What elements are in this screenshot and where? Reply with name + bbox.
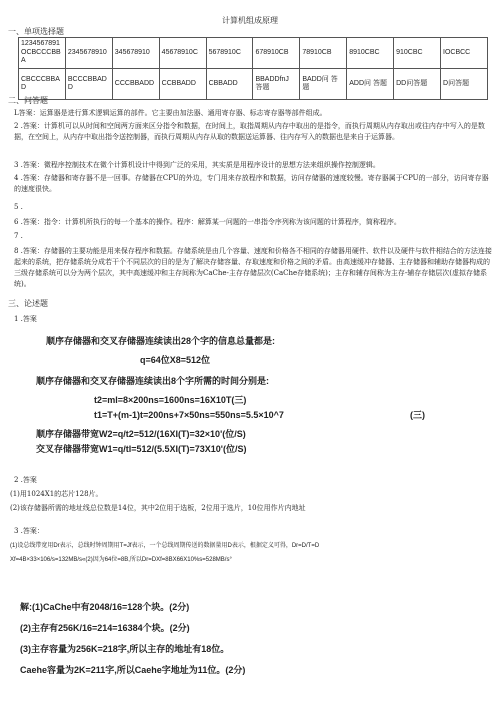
essay-2-line-2: (2)该存储器所需的地址线总位数是14位，其中2位用于选板，2位用于选片，10位用作片内地址 <box>10 504 306 512</box>
table-cell: BADD问 答题 <box>300 69 347 100</box>
table-cell: CCBBADD <box>159 69 206 100</box>
qa-answer-2: 2 .答案：计算机可以从时间和空间两方面来区分指令和数据，在时间上，取指周期从内存中取出的是指令，而执行周期从内存取出或往内存中写入的是数据，在空间上，从内存中取出指令送控制器，而执行周期从内存从取的数据送运算器、往内存写入的数据也是来自于运算器。 <box>14 122 485 141</box>
essay-1-line-1: 顺序存储器和交叉存储器连续读出28个字的信息总量都是: <box>46 336 276 346</box>
qa-answer-1: L答案：运算器是进行算术逻辑运算的部件。它主要由加法器、通用寄存器、标志寄存器等部件组成。 <box>14 109 327 117</box>
table-row <box>19 69 488 100</box>
essay-1-line-4: t2=ml=8×200ns=1600ns=16X10T(三) <box>94 395 247 405</box>
table-cell: 45678910C <box>159 38 206 69</box>
table-cell: BBADDfnJ 答题 <box>253 69 300 100</box>
essay-2-label: 2 .答案 <box>14 476 37 484</box>
answer-table <box>18 37 488 100</box>
table-cell: BCCCBBADD <box>65 69 112 100</box>
final-answer-3: (3)主存容量为256K=218字,所以主存的地址有18位。 <box>20 644 230 654</box>
final-answer-2: (2)主存有256K/16=214=16384个块。(2分) <box>20 623 190 633</box>
table-cell: 78910CB <box>300 38 347 69</box>
qa-answer-3: 3 .答案：微程序控制技术在微个计算机设计中得到广泛的采用，其实质是用程序设计的思想方法来组织操作控制逻辑。 <box>14 161 380 169</box>
essay-3-line-1: (1)设总线带宽用Dr表示，总线时钟周期用T=Jf表示，一个总线周期传送的数据量用D表示，根据定义可得，Dr=D/T=D <box>10 543 320 549</box>
table-cell: 2345678910 <box>65 38 112 69</box>
table-cell: 1234567891 OCBCCCBBA <box>19 38 66 69</box>
table-cell: 910CBC <box>394 38 441 69</box>
table-row <box>19 38 488 69</box>
qa-answer-7: 7 . <box>14 232 23 240</box>
table-cell: CBBADD <box>206 69 253 100</box>
table-cell: ADD问 答题 <box>347 69 394 100</box>
essay-2-line-1: (1)用1024X1的芯片128片。 <box>10 490 103 498</box>
essay-1-line-5-tag: (三) <box>410 410 425 420</box>
qa-answer-6: 6 .答案：指令：计算机所执行的每一个基本的操作。程序：解算某一问题的一串指令序列称为该问题的计算程序，简称程序。 <box>14 218 401 226</box>
table-cell: CBCCCBBAD <box>19 69 66 100</box>
section-heading-choice: 一、单项选择题 <box>8 27 64 36</box>
table-cell: 678910CB <box>253 38 300 69</box>
essay-1-line-5: t1=T+(m-1)t=200ns+7×50ns=550ns=5.5×10^7 <box>94 410 284 420</box>
essay-1-line-7: 交叉存储器带宽W1=q/tl=512/(5.5XI(T)=73X10'(位/S) <box>36 444 247 454</box>
table-cell: 345678910 <box>112 38 159 69</box>
table-cell: IOCBCC <box>441 38 488 69</box>
essay-1-label: 1 .答案 <box>14 315 37 323</box>
page-title: 计算机组成原理 <box>222 16 278 25</box>
final-answer-4: Caehe容量为2K=211字,所以Caehe字地址为11位。(2分) <box>20 665 246 675</box>
essay-1-line-6: 顺序存储器带宽W2=q/t2=512/(16XI(T)=32×10'(位/S) <box>36 429 246 439</box>
qa-answer-8: 8 .答案：存储器的主要功能是用来保存程序和数据。存储系统是由几个容量、速度和价格各不相同的存储器用硬件、软件以及硬件与软件相结合的方法连接起来的系统，把存储系统分成若干个不同层次的目的是为了解决存储容量、存取速度和价格之间的矛盾。由高速缓冲存储器、主存储器和辅助存储器构成的三级存储系统可以分为两个层次，其中高速缓冲和主存间称为CaChe-主存存储层次(CaChe存储系统)；主存和辅存间称为主存-辅存存储层次(虚拟存储系统)。 <box>14 247 492 288</box>
essay-1-line-2: q=64位X8=512位 <box>140 355 211 365</box>
qa-answer-5: 5 . <box>14 203 23 211</box>
table-cell: DD问答题 <box>394 69 441 100</box>
section-heading-qa: 二、问答题 <box>8 96 48 105</box>
essay-3-label: 3 .答案： <box>14 527 44 535</box>
table-cell: 5678910C <box>206 38 253 69</box>
table-cell: CCCBBADD <box>112 69 159 100</box>
essay-3-line-2: Xf=4B×33×106/s=132MB/s«(2)因为64位=8B,所以Dr=DXf=8BX66X10%s=528MB/s° <box>10 557 232 563</box>
essay-1-line-3: 顺序存储器和交叉存储器连续读出8个字所需的时间分别是: <box>36 376 270 386</box>
table-cell: 8910CBC <box>347 38 394 69</box>
qa-answer-4: 4 .答案：存储器和寄存器不是一回事。存储器在CPU的外边，专门用来存放程序和数据，访问存储器的速度较慢。寄存器属于CPU的一部分，访问寄存器的速度很快。 <box>14 174 489 193</box>
section-heading-essay: 三、论述题 <box>8 299 48 308</box>
final-answer-1: 解:(1)CaChe中有2048/16=128个块。(2分) <box>20 602 190 612</box>
table-cell: D问答题 <box>441 69 488 100</box>
